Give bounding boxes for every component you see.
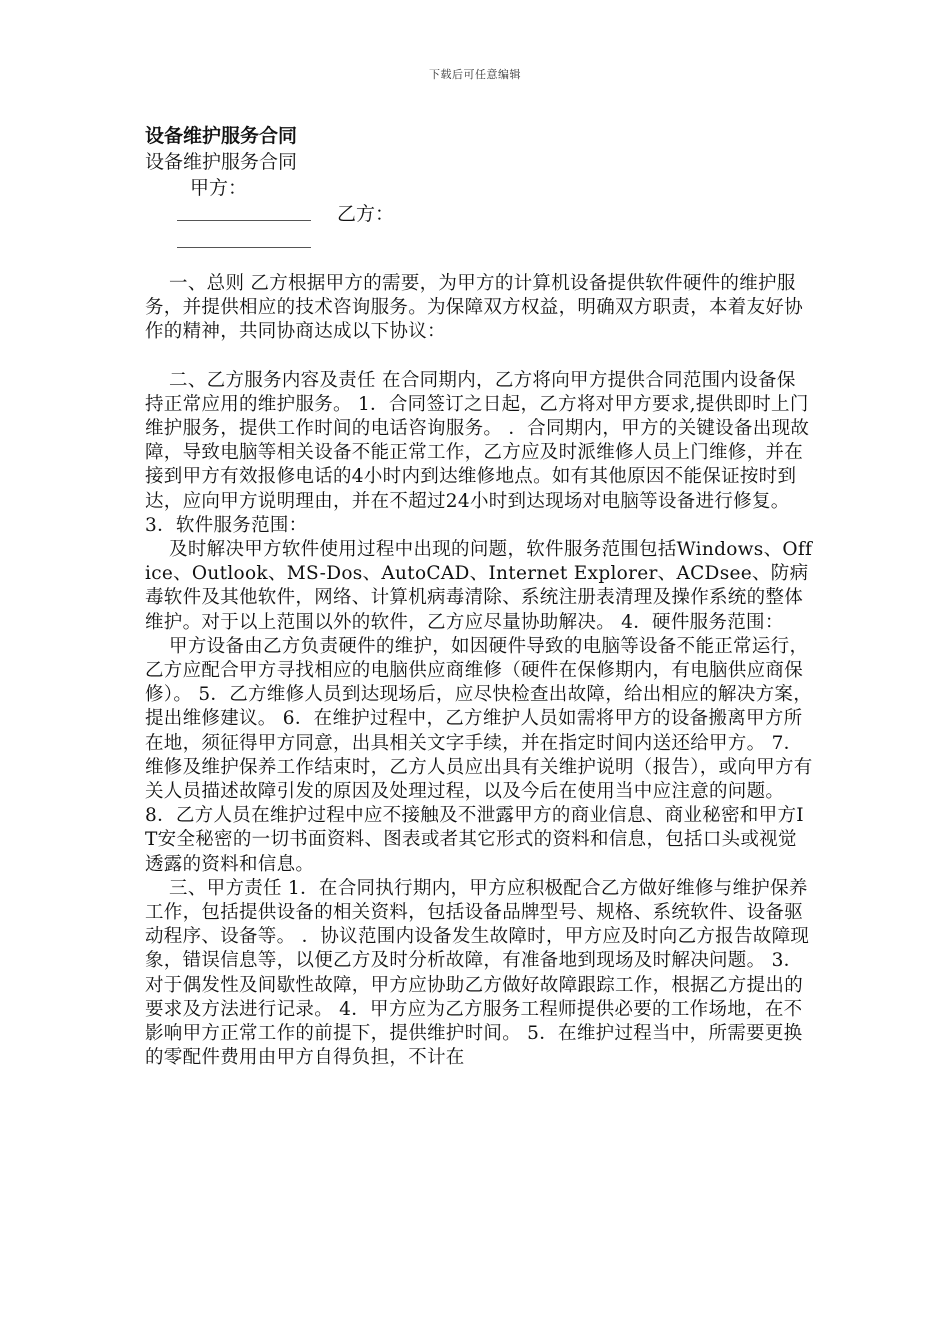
section-general: 一、总则 乙方根据甲方的需要，为甲方的计算机设备提供软件硬件的维护服务，并提供相应的技术咨询服务。为保障双方权益，明确双方职责，本着友好协作的精神，共同协商达成以下协议： [145,273,804,343]
header-note: 下载后可任意编辑 [429,68,521,81]
section-party-a-duties: 三、甲方责任 1．在合同执行期内，甲方应积极配合乙方做好维修与维护保养工作，包括提供设备的相关资料，包括设备品牌型号、规格、系统软件、设备驱动程序、设备等。 ．协议范围内设备发生故障时，甲方应及时向乙方报告故障现象，错误信息等，以便乙方及时分析故障，有准备地到现场及时解决问题。 3．对于偶发性及间歇性故障，甲方应协助乙方做好故障跟踪工作，根据乙方提出的要求及方法进行记录。 4．甲方应为乙方服务工程师提供必要的工作场地，在不影响甲方正常工作的前提下，提供维护时间。 5．在维护过程当中，所需要更换的零配件费用由甲方自得负担，不计在 [145,877,810,1069]
party-b-label: 乙方： [337,203,395,225]
document-title: 设备维护服务合同 [145,125,298,147]
software-scope-paragraph: 及时解决甲方软件使用过程中出现的问题，软件服务范围包括Windows、Office、Outlook、MS-Dos、AutoCAD、Internet Explorer、ACDsee、防病毒软件及其他软件，网络、计算机病毒清除、系统注册表清理及操作系统的整体维护。对于以上范围以外的软件，乙方应尽量协助解决。 4．硬件服务范围： [145,539,813,633]
document-subtitle: 设备维护服务合同 [145,151,298,173]
party-a-label: 甲方： [190,177,248,199]
party-b-blank-line [177,246,311,248]
contract-body [145,272,813,1071]
hardware-scope-paragraph: 甲方设备由乙方负责硬件的维护，如因硬件导致的电脑等设备不能正常运行，乙方应配合甲方寻找相应的电脑供应商维修（硬件在保修期内，有电脑供应商保修）。 5．乙方维修人员到达现场后，应尽快检查出故障，给出相应的解决方案，提出维修建议。 6．在维护过程中，乙方维护人员如需将甲方的设备搬离甲方所在地，须征得甲方同意，出具相关文字手续，并在指定时间内送还给甲方。 7．维修及维护保养工作结束时，乙方人员应出具有关维护说明（报告），或向甲方有关人员描述故障引发的原因及处理过程，以及今后在使用当中应注意的问题。 8．乙方人员在维护过程中应不接触及不泄露甲方的商业信息、商业秘密和甲方IT安全秘密的一切书面资料、图表或者其它形式的资料和信息，包括口头或视觉透露的资料和信息。 [145,635,813,875]
party-a-blank-line [177,219,311,221]
section-party-b-duties: 二、乙方服务内容及责任 在合同期内，乙方将向甲方提供合同范围内设备保持正常应用的维护服务。 1．合同签订之日起，乙方将对甲方要求,提供即时上门维护服务，提供工作时间的电话咨询服务。 ．合同期内，甲方的关键设备出现故障，导致电脑等相关设备不能正常工作，乙方应及时派维修人员上门维修，并在接到甲方有效报修电话的4小时内到达维修地点。如有其他原因不能保证按时到达，应向甲方说明理由，并在不超过24小时到达现场对电脑等设备进行修复。 3．软件服务范围： [145,369,810,536]
